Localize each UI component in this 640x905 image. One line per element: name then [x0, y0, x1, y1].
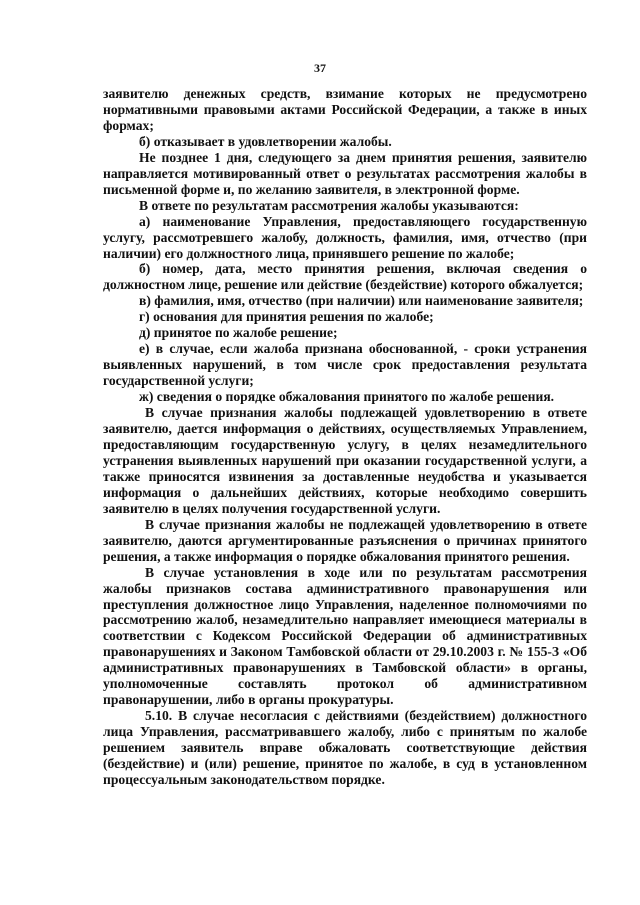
paragraph: д) принятое по жалобе решение;: [139, 325, 338, 341]
document-body: [103, 86, 587, 788]
paragraph: б) номер, дата, место принятия решения, включая сведения о должностном лице, решение или действие (бездействие) которого обжалуется;: [103, 261, 587, 293]
paragraph: г) основания для принятия решения по жалобе;: [139, 309, 434, 325]
paragraph: В случае признания жалобы подлежащей удовлетворению в ответе заявителю, дается информация о действиях, осуществляемых Управлением, предоставляющим государственную услугу, в целях незамедлительного устранения выявленных нарушений при оказании государственной услуги, а также приносятся извинения за доставленные неудобства и указывается информация о дальнейших действиях, которые необходимо совершить заявителю в целях получения государственной услуги.: [103, 405, 587, 516]
paragraph: б) отказывает в удовлетворении жалобы.: [139, 133, 392, 149]
paragraph: а) наименование Управления, предоставляющего государственную услугу, рассмотревшего жалобу, должность, фамилия, имя, отчество (при наличии) его должностного лица, принявшего решение по жалобе;: [103, 213, 587, 261]
paragraph: 5.10. В случае несогласия с действиями (бездействием) должностного лица Управления, рассматривавшего жалобу, либо с принятым по жалобе решением заявитель вправе обжаловать соответствующие действия (бездействие) и (или) решение, принятое по жалобе, в суд в установленном процессуальным законодательством порядке.: [103, 708, 587, 787]
paragraph: В случае признания жалобы не подлежащей удовлетворению в ответе заявителю, даются аргументированные разъяснения о причинах принятого решения, а также информация о порядке обжалования принятого решения.: [103, 516, 587, 564]
paragraph: в) фамилия, имя, отчество (при наличии) или наименование заявителя;: [139, 293, 584, 309]
paragraph: заявителю денежных средств, взимание которых не предусмотрено нормативными правовыми актами Российской Федерации, а также в иных формах;: [103, 86, 587, 133]
paragraph: е) в случае, если жалоба признана обоснованной, - сроки устранения выявленных нарушений, в том числе срок предоставления результата государственной услуги;: [103, 341, 587, 389]
paragraph: ж) сведения о порядке обжалования принятого по жалобе решения.: [139, 389, 555, 405]
paragraph: В ответе по результатам рассмотрения жалобы указываются:: [139, 197, 519, 213]
page-number: 37: [314, 61, 326, 75]
paragraph: Не позднее 1 дня, следующего за днем принятия решения, заявителю направляется мотивированный ответ о результатах рассмотрения жалобы в письменной форме и, по желанию заявителя, в электронной форме.: [103, 149, 587, 197]
paragraph: В случае установления в ходе или по результатам рассмотрения жалобы признаков состава административного правонарушения или преступления должностное лицо Управления, наделенное полномочиями по рассмотрению жалоб, незамедлительно направляет имеющиеся материалы в соответствии с Кодексом Российской Федерации об административных правонарушениях и Законом Тамбовской области от 29.10.2003 г. № 155-З «Об административных правонарушениях в Тамбовской области» в органы, уполномоченные составлять протокол об административном правонарушении, либо в органы прокуратуры.: [103, 564, 587, 708]
